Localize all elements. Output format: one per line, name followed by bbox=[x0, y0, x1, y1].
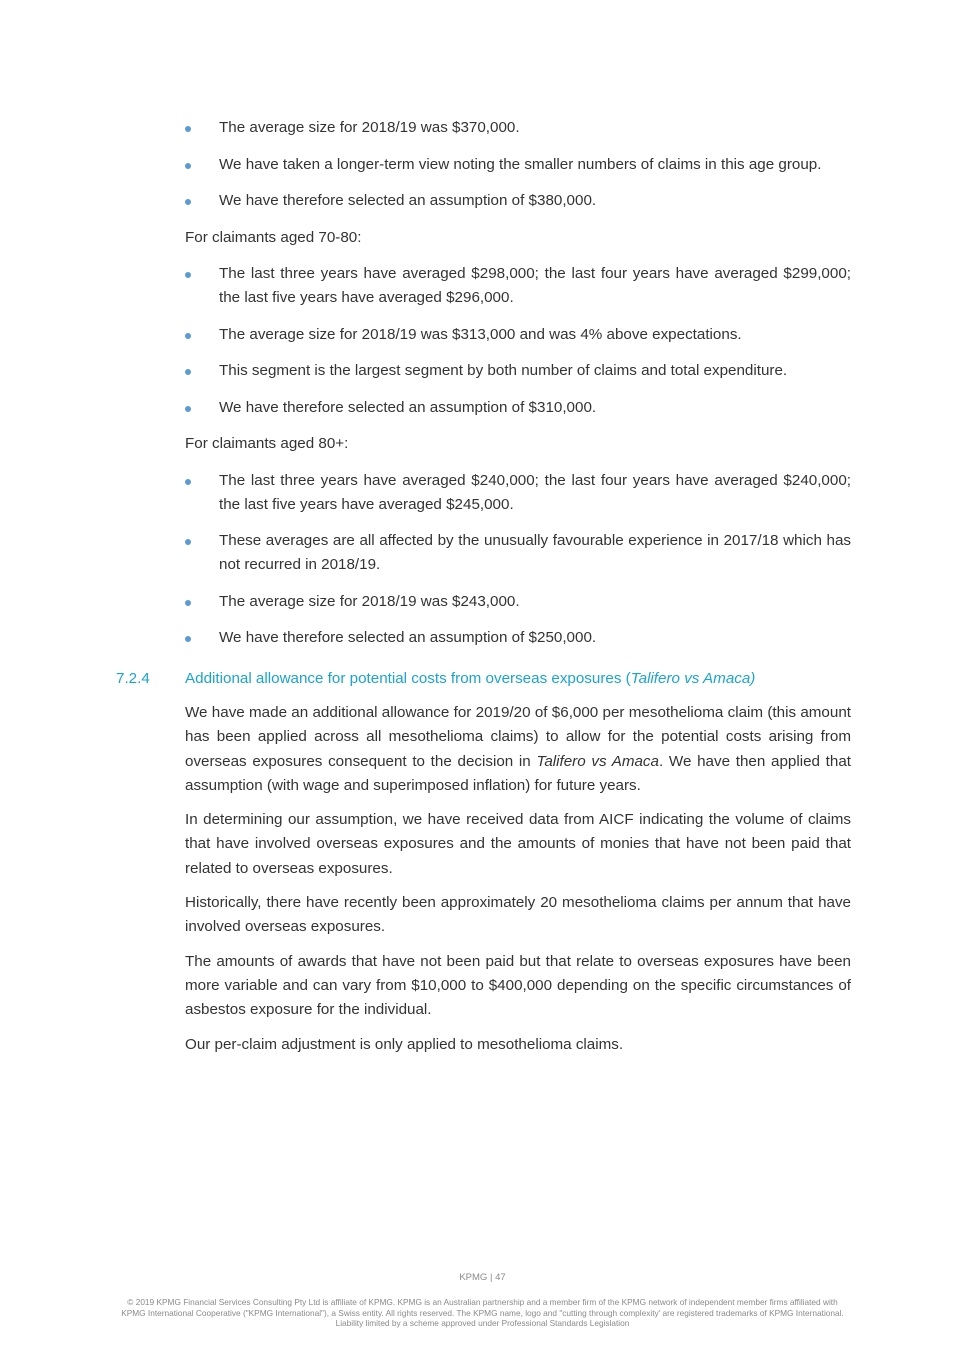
list-item: These averages are all affected by the unusually favourable experience in 2017/18 which has not recurred in 2018/19. bbox=[185, 529, 851, 577]
paragraph: The amounts of awards that have not been paid but that relate to overseas exposures have been more variable and can vary from $10,000 to $400,000 depending on the specific circumstances of asbestos exposure for the individual. bbox=[185, 952, 851, 1019]
bullet-icon bbox=[185, 636, 191, 642]
list-item: The last three years have averaged $240,000; the last four years have averaged $240,000; the last five years have averaged $245,000. bbox=[185, 469, 851, 517]
section-title: Additional allowance for potential costs from overseas exposures (Talifero vs Amaca) bbox=[185, 670, 756, 687]
list-item: The average size for 2018/19 was $243,000. bbox=[185, 590, 851, 614]
legal-disclaimer: © 2019 KPMG Financial Services Consulting Pty Ltd is affiliate of KPMG. KPMG is an Australian partnership and a member firm of the KPMG network of independent member firms affiliated with KPMG International Cooperative ("KPMG International"), a Swiss entity. All rights reserved. The KPMG name, logo and "cutting through complexity' are registered trademarks of KPMG International. Liability limited by a scheme approved under Professional Standards Legislation bbox=[121, 1297, 844, 1328]
list-item: This segment is the largest segment by both number of claims and total expenditure. bbox=[185, 359, 851, 383]
bullet-icon bbox=[185, 369, 191, 375]
list-item: The last three years have averaged $298,000; the last four years have averaged $299,000; the last five years have averaged $296,000. bbox=[185, 262, 851, 310]
list-item: We have therefore selected an assumption of $310,000. bbox=[185, 396, 851, 420]
page-content bbox=[185, 116, 851, 663]
paragraph: We have made an additional allowance for 2019/20 of $6,000 per mesothelioma claim (this amount has been applied across all mesothelioma claims) to allow for the potential costs arising from overseas exposures consequent to the decision in Talifero vs Amaca. We have then applied that assumption (with wage and superimposed inflation) for future years. bbox=[185, 704, 852, 794]
section-number: 7.2.4 bbox=[116, 670, 150, 687]
section-body-7-2-4 bbox=[185, 701, 851, 1067]
list-item: We have taken a longer-term view noting the smaller numbers of claims in this age group. bbox=[185, 153, 851, 177]
bullet-icon bbox=[185, 199, 191, 205]
paragraph: Historically, there have recently been approximately 20 mesothelioma claims per annum that have involved overseas exposures. bbox=[185, 894, 851, 936]
bullet-icon bbox=[185, 539, 191, 545]
bullet-icon bbox=[185, 333, 191, 339]
list-item: The average size for 2018/19 was $370,000. bbox=[185, 116, 851, 140]
bullet-icon bbox=[185, 406, 191, 412]
paragraph: In determining our assumption, we have received data from AICF indicating the volume of claims that have involved overseas exposures and the amounts of monies that have not been paid that related to overseas exposures. bbox=[185, 811, 851, 877]
page-number: KPMG | 47 bbox=[459, 1272, 506, 1283]
section-heading-7-2-4 bbox=[116, 667, 856, 691]
age-70-80-lead: For claimants aged 70-80: bbox=[185, 228, 362, 246]
bullet-icon bbox=[185, 272, 191, 278]
list-item: We have therefore selected an assumption of $380,000. bbox=[185, 189, 851, 213]
age-80-plus-lead: For claimants aged 80+: bbox=[185, 435, 349, 452]
bullet-icon bbox=[185, 126, 191, 132]
list-item: The average size for 2018/19 was $313,000 and was 4% above expectations. bbox=[185, 323, 851, 347]
bullet-list-70-80 bbox=[185, 262, 851, 420]
bullet-icon bbox=[185, 163, 191, 169]
bullet-list-prev-section bbox=[185, 116, 851, 213]
bullet-icon bbox=[185, 479, 191, 485]
bullet-icon bbox=[185, 600, 191, 606]
bullet-list-80-plus bbox=[185, 469, 851, 651]
list-item: We have therefore selected an assumption of $250,000. bbox=[185, 626, 851, 650]
paragraph: Our per-claim adjustment is only applied to mesothelioma claims. bbox=[185, 1035, 624, 1053]
